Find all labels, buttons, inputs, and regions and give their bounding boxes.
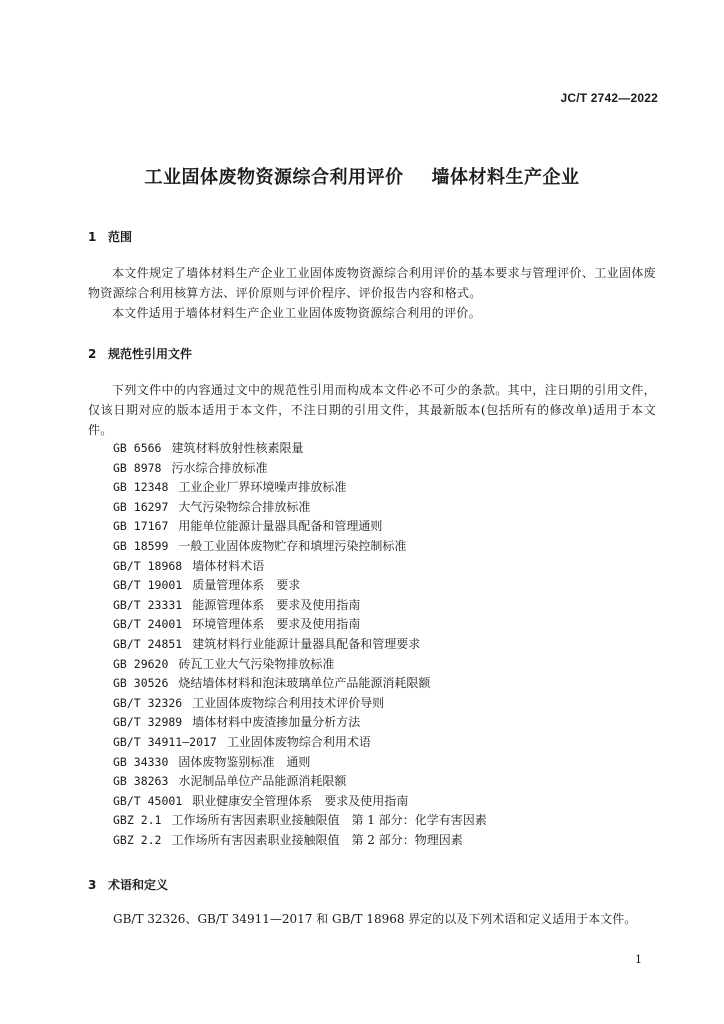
reference-name: 烧结墙体材料和泡沫玻璃单位产品能源消耗限额 xyxy=(178,676,431,691)
reference-code: GB/T 24851 xyxy=(113,636,183,651)
reference-code: GB/T 32326 xyxy=(113,695,183,710)
document-title xyxy=(0,163,724,189)
reference-name: 工业固体废物综合利用技术评价导则 xyxy=(192,695,385,710)
reference-name: 用能单位能源计量器具配备和管理通则 xyxy=(178,519,383,534)
reference-item xyxy=(113,713,487,733)
reference-name: 墙体材料术语 xyxy=(192,558,265,573)
reference-item xyxy=(113,439,487,459)
reference-code: GB/T 19001 xyxy=(113,578,183,593)
reference-name: 工作场所有害因素职业接触限值 第 2 部分：物理因素 xyxy=(171,832,463,847)
reference-code: GB 8978 xyxy=(113,460,162,475)
section-2-paragraph-1: 下列文件中的内容通过文中的规范性引用而构成本文件必不可少的条款。其中，注日期的引用文件，仅该日期对应的版本适用于本文件，不注日期的引用文件，其最新版本(包括所有的修改单)适用于本文件。 xyxy=(88,383,656,437)
reference-name: 工作场所有害因素职业接触限值 第 1 部分：化学有害因素 xyxy=(171,813,487,828)
section-title: 范围 xyxy=(108,230,133,244)
section-number: 2 xyxy=(88,347,97,361)
reference-item xyxy=(113,635,487,655)
reference-name: 质量管理体系 要求 xyxy=(192,578,301,593)
reference-name: 污水综合排放标准 xyxy=(171,460,268,475)
reference-code: GBZ 2.1 xyxy=(113,813,162,828)
reference-item xyxy=(113,674,487,694)
reference-item xyxy=(113,596,487,616)
reference-item xyxy=(113,733,487,753)
reference-item xyxy=(113,459,487,479)
reference-item xyxy=(113,615,487,635)
section-number: 1 xyxy=(88,230,97,244)
section-1-heading xyxy=(88,228,132,245)
title-part-2: 墙体材料生产企业 xyxy=(431,167,580,188)
reference-code: GB 38263 xyxy=(113,774,169,789)
reference-item xyxy=(113,772,487,792)
reference-code: GB 16297 xyxy=(113,499,169,514)
reference-name: 墙体材料中废渣掺加量分析方法 xyxy=(192,715,361,730)
reference-item xyxy=(113,753,487,773)
section-3-heading xyxy=(88,876,168,893)
standard-code: JC/T 2742—2022 xyxy=(560,91,658,105)
reference-item xyxy=(113,694,487,714)
reference-name: 建筑材料放射性核素限量 xyxy=(171,441,304,455)
reference-item xyxy=(113,557,487,577)
reference-name: 一般工业固体废物贮存和填埋污染控制标准 xyxy=(178,538,407,553)
reference-name: 能源管理体系 要求及使用指南 xyxy=(192,597,361,612)
section-2-heading xyxy=(88,345,192,362)
reference-code: GB 34330 xyxy=(113,754,169,769)
reference-name: 砖瓦工业大气污染物排放标准 xyxy=(178,656,335,671)
section-title: 术语和定义 xyxy=(108,878,169,892)
reference-code: GB/T 32989 xyxy=(113,715,183,730)
reference-item xyxy=(113,831,487,851)
reference-code: GB 29620 xyxy=(113,656,169,671)
reference-item xyxy=(113,792,487,812)
reference-code: GB 18599 xyxy=(113,538,169,553)
reference-item xyxy=(113,498,487,518)
reference-code: GBZ 2.2 xyxy=(113,832,162,847)
reference-code: GB 12348 xyxy=(113,480,169,495)
reference-code: GB/T 34911—2017 xyxy=(113,734,217,749)
section-1-paragraph-1: 本文件规定了墙体材料生产企业工业固体废物资源综合利用评价的基本要求与管理评价、工业固体废物资源综合利用核算方法、评价原则与评价程序、评价报告内容和格式。 xyxy=(88,266,656,300)
reference-name: 职业健康安全管理体系 要求及使用指南 xyxy=(192,793,409,808)
section-title: 规范性引用文件 xyxy=(108,347,193,361)
reference-code: GB/T 24001 xyxy=(113,617,183,632)
section-3-paragraph-1: GB/T 32326、GB/T 34911—2017 和 GB/T 18968 界定的以及下列术语和定义适用于本文件。 xyxy=(113,912,637,926)
section-number: 3 xyxy=(88,878,97,892)
reference-name: 水泥制品单位产品能源消耗限额 xyxy=(178,774,347,789)
reference-item xyxy=(113,576,487,596)
title-part-1: 工业固体废物资源综合利用评价 xyxy=(144,167,404,188)
reference-item xyxy=(113,537,487,557)
reference-code: GB/T 18968 xyxy=(113,558,183,573)
reference-code: GB 30526 xyxy=(113,676,169,691)
reference-code: GB/T 45001 xyxy=(113,793,183,808)
reference-name: 建筑材料行业能源计量器具配备和管理要求 xyxy=(192,636,421,651)
reference-item xyxy=(113,478,487,498)
reference-item xyxy=(113,811,487,831)
normative-references-list xyxy=(113,439,487,850)
reference-code: GB 17167 xyxy=(113,519,169,534)
page-number: 1 xyxy=(635,953,642,966)
section-1-paragraph-2: 本文件适用于墙体材料生产企业工业固体废物资源综合利用的评价。 xyxy=(112,306,482,320)
reference-item xyxy=(113,517,487,537)
reference-name: 大气污染物综合排放标准 xyxy=(178,499,311,514)
reference-code: GB 6566 xyxy=(113,441,162,455)
reference-code: GB/T 23331 xyxy=(113,597,183,612)
reference-item xyxy=(113,655,487,675)
reference-name: 工业固体废物综合利用术语 xyxy=(226,734,371,749)
reference-name: 固体废物鉴别标准 通则 xyxy=(178,754,311,769)
reference-name: 工业企业厂界环境噪声排放标准 xyxy=(178,480,347,495)
reference-name: 环境管理体系 要求及使用指南 xyxy=(192,617,361,632)
